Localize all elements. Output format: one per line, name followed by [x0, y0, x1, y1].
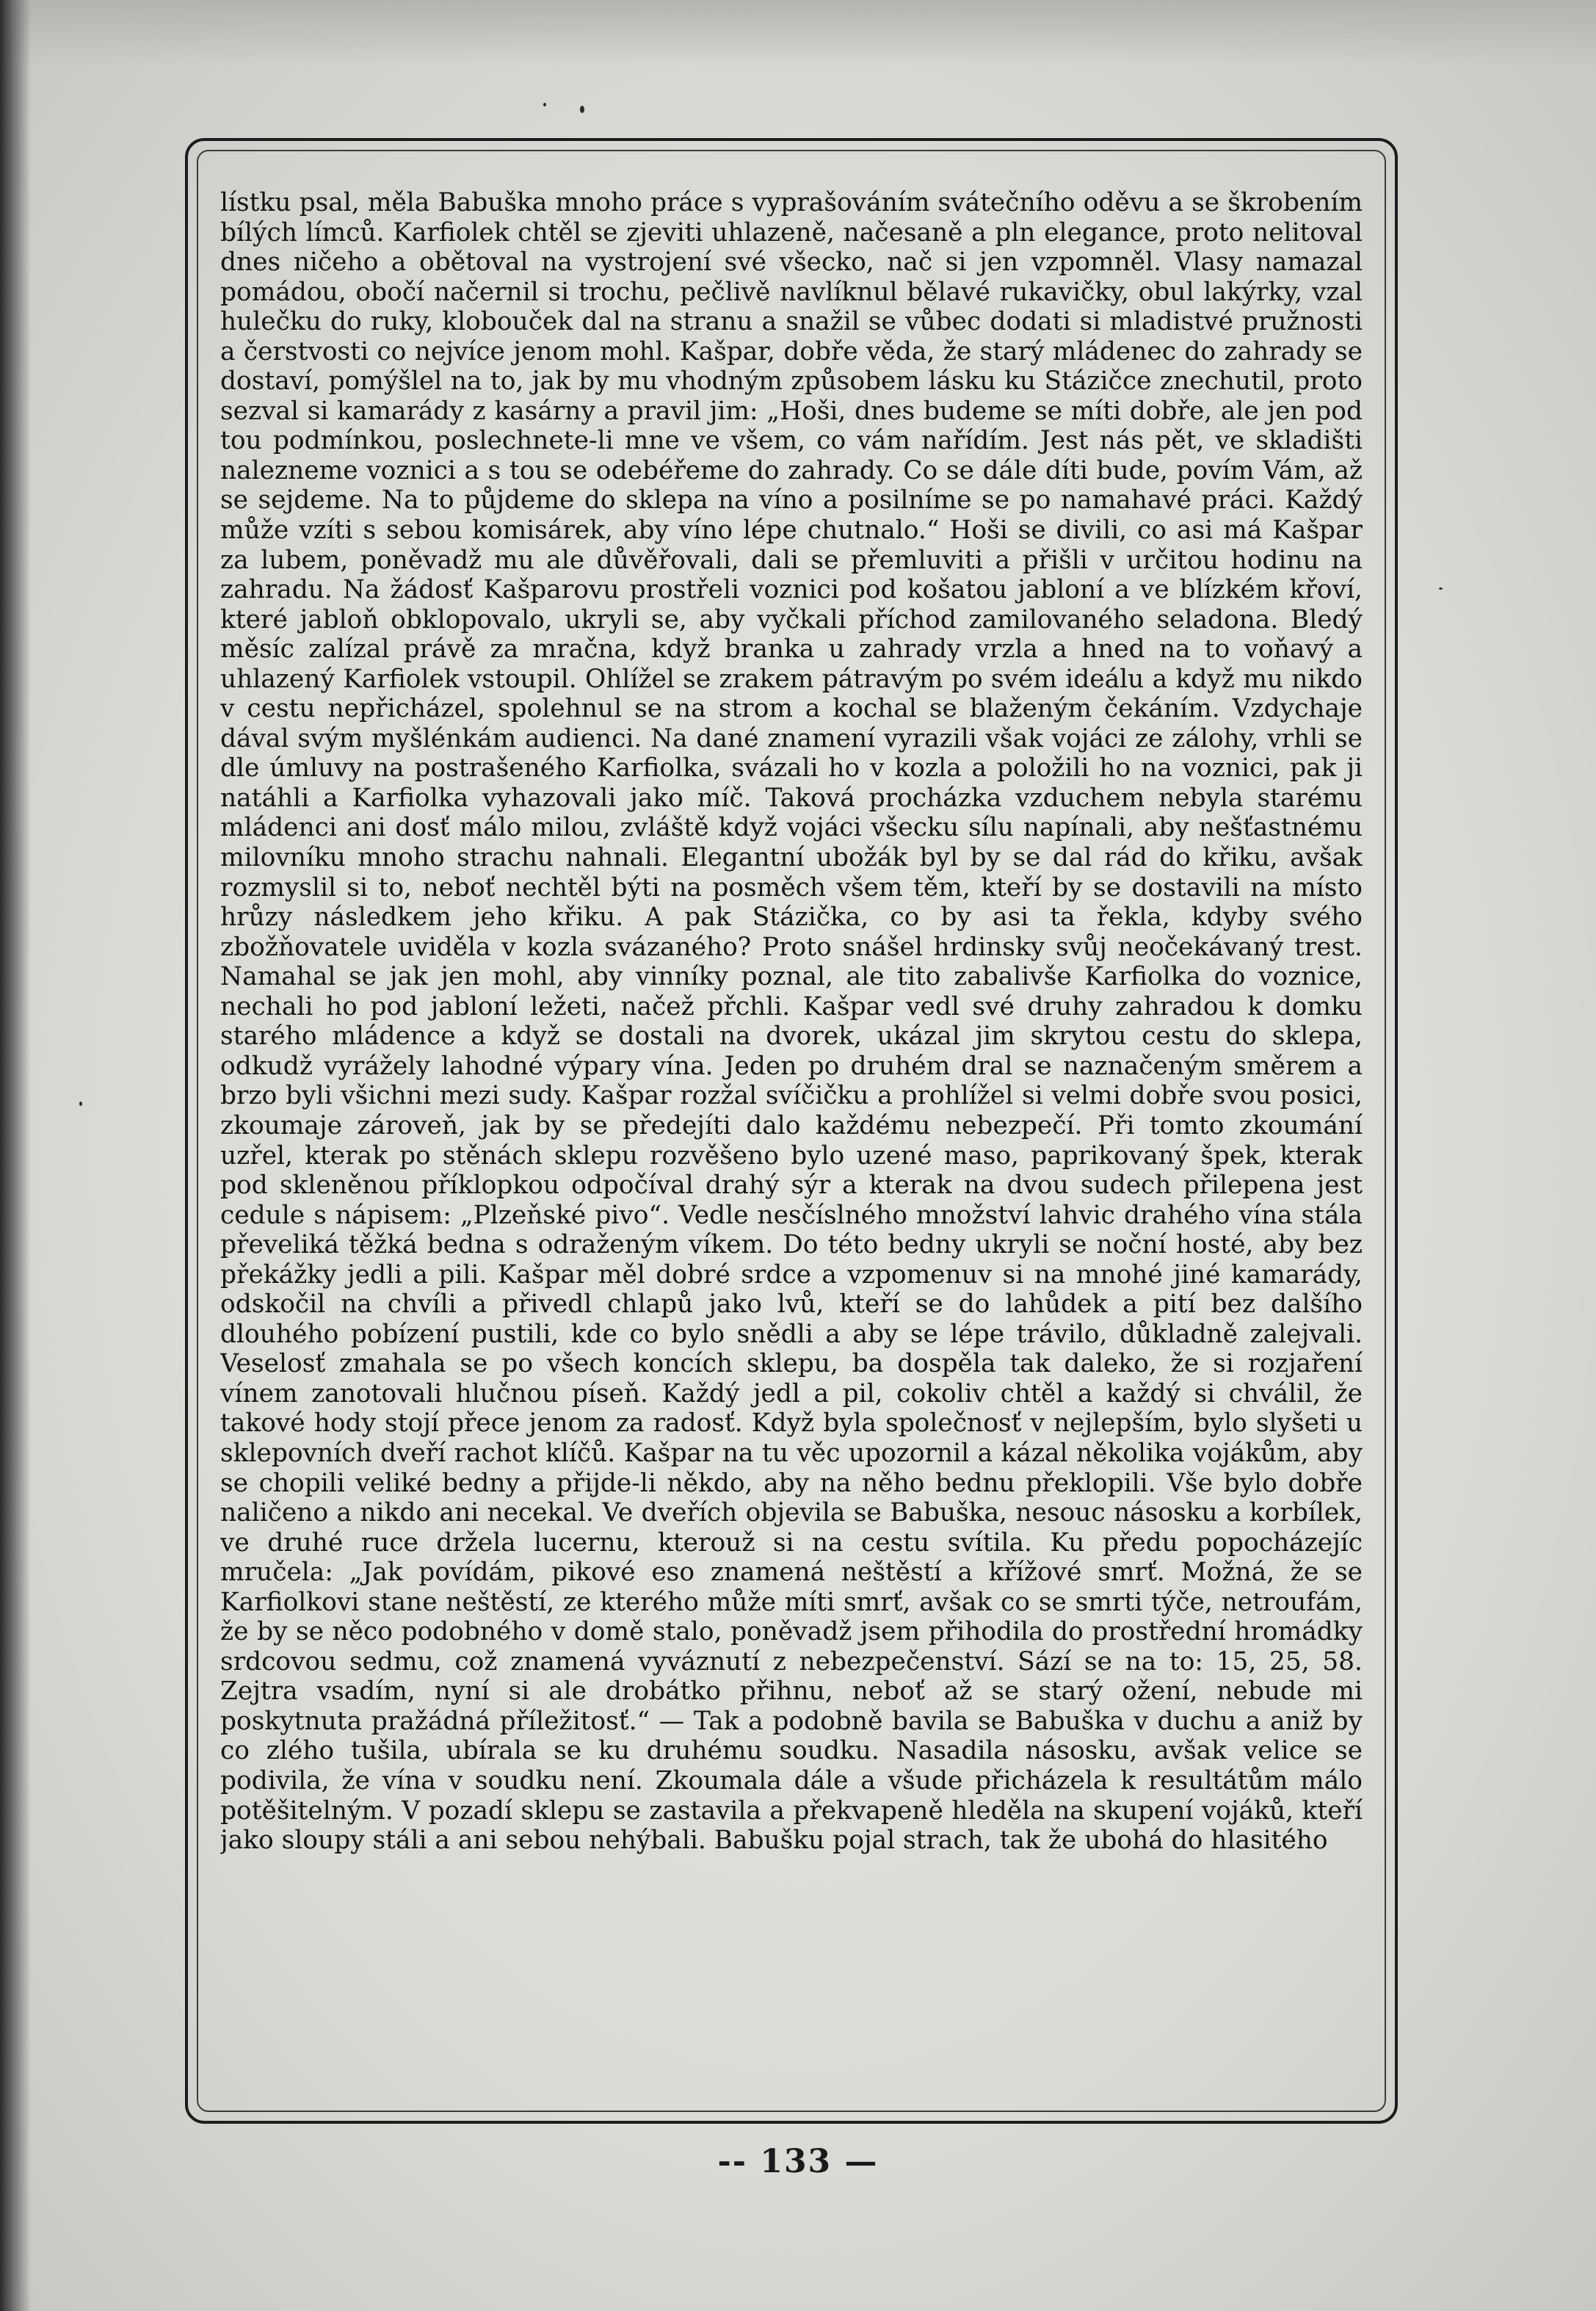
body-paragraph: lístku psal, měla Babuška mnoho práce s vyprašováním svátečního oděvu a se škrobením bílých límců. Karfiolek chtěl se zjeviti uhlazeně, načesaně a pln elegance, proto nelitoval dnes ničeho a obětoval na vystrojení své všecko, nač si jen vzpomněl. Vlasy namazal pomádou, obočí načernil si trochu, pečlivě navlíknul bělavé rukavičky, obul lakýrky, vzal hulečku do ruky, klobouček dal na stranu a snažil se vůbec dodati si mladistvé pružnosti a čerstvosti co nejvíce jenom mohl. Kašpar, dobře věda, že starý mládenec do zahrady se dostaví, pomýšlel na to, jak by mu vhodným způsobem lásku ku Stázičce znechutil, proto sezval si kamarády z kasárny a pravil jim: „Hoši, dnes budeme se míti dobře, ale jen pod tou podmínkou, poslechnete-li mne ve všem, co vám nařídím. Jest nás pět, ve skladišti nalezneme voznici a s tou se odebéřeme do zahrady. Co se dále díti bude, povím Vám, až se sejdeme. Na to půjdeme do sklepa na víno a posilníme se po namahavé práci. Každý může vzíti s sebou komisárek, aby víno lépe chutnalo.“ Hoši se divili, co asi má Kašpar za lubem, poněvadž mu ale důvěřovali, dali se přemluviti a přišli v určitou hodinu na zahradu. Na žádosť Kašparovu prostřeli voznici pod košatou jabloní a ve blízkém křoví, které jabloň obklopovalo, ukryli se, aby vyčkali příchod zamilovaného seladona. Bledý měsíc zalízal právě za mračna, když branka u zahrady vrzla a hned na to voňavý a uhlazený Karfiolek vstoupil. Ohlížel se zrakem pátravým po svém ideálu a když mu nikdo v cestu nepřicházel, spolehnul se na strom a kochal se blaženým čekáním. Vzdychaje dával svým myšlénkám audienci. Na dané znamení vyrazili však vojáci ze zálohy, vrhli se dle úmluvy na postrašeného Karfiolka, svázali ho v kozla a položili ho na voznici, pak ji natáhli a Karfiolka vyhazovali jako míč. Taková procházka vzduchem nebyla starému mládenci ani dosť málo milou, zvláště když vojáci všecku sílu napínali, aby nešťastnému milovníku mnoho strachu nahnali. Elegantní ubožák byl by se dal rád do křiku, avšak rozmyslil si to, neboť nechtěl býti na posměch všem těm, kteří by se dostavili na místo hrůzy následkem jeho křiku. A pak Stázička, co by asi ta řekla, kdyby svého zbožňovatele uviděla v kozla svázaného? Proto snášel hrdinsky svůj neočekávaný trest. Namahal se jak jen mohl, aby vinníky poznal, ale tito zabalivše Karfiolka do voznice, nechali ho pod jabloní ležeti, načež přchli. Kašpar vedl své druhy zahradou k domku starého mládence a když se dostali na dvorek, ukázal jim skrytou cestu do sklepa, odkudž vyrážely lahodné výpary vína. Jeden po druhém dral se naznačeným směrem a brzo byli všichni mezi sudy. Kašpar rozžal svíčičku a prohlížel si velmi dobře svou posici, zkoumaje zároveň, jak by se předejíti dalo každému nebezpečí. Při tomto zkoumání uzřel, kterak po stěnách sklepu rozvěšeno bylo uzené maso, paprikovaný špek, kterak pod skleněnou příklopkou odpočíval drahý sýr a kterak na dvou sudech přilepena jest cedule s nápisem: „Plzeňské pivo“. Vedle nesčíslného množství lahvic drahého vína stála převeliká těžká bedna s odraženým víkem. Do této bedny ukryli se noční hosté, aby bez překážky jedli a pili. Kašpar měl dobré srdce a vzpomenuv si na mnohé jiné kamarády, odskočil na chvíli a přivedl chlapů jako lvů, kteří se do lahůdek a pití bez dalšího dlouhého pobízení pustili, kde co bylo snědli a aby se lépe trávilo, důkladně zalejvali. Veselosť zmahala se po všech koncích sklepu, ba dospěla tak daleko, že si rozjaření vínem zanotovali hlučnou píseň. Každý jedl a pil, cokoliv chtěl a každý si chválil, že takové hody stojí přece jenom za radosť. Když byla společnosť v nejlepším, bylo slyšeti u sklepovních dveří rachot klíčů. Kašpar na tu věc upozornil a kázal několika vojákům, aby se chopili veliké bedny a přijde-li někdo, aby na něho bednu překlopili. Vše bylo dobře naličeno a nikdo ani necekal. Ve dveřích objevila se Babuška, nesouc násosku a korbílek, ve druhé ruce držela lucernu, kterouž si na cestu svítila. Ku předu popocházejíc mručela: „Jak povídám, pikové eso znamená neštěstí a křížové smrť. Možná, že se Karfiolkovi stane neštěstí, ze kterého může míti smrť, avšak co se smrti týče, netroufám, že by se něco podobného v domě stalo, poněvadž jsem přihodila do prostřední hromádky srdcovou sedmu, což znamená vyváznutí z nebezpečenství. Sází se na to: 15, 25, 58. Zejtra vsadím, nyní si ale drobátko přihnu, neboť až se starý ožení, nebude mi poskytnuta pražádná příležitosť.“ — Tak a podobně bavila se Babuška v duchu a aniž by co zlého tušila, ubírala se ku druhému soudku. Nasadila násosku, avšak velice se podivila, že vína v soudku není. Zkoumala dále a všude přicházela k resultátům málo potěšitelným. V pozadí sklepu se zastavila a překvapeně hleděla na skupení vojáků, kteří jako sloupy stáli a ani sebou nehýbali. Babušku pojal strach, tak že ubohá do hlasitého — [220, 188, 1363, 1856]
scan-speck — [543, 103, 546, 106]
page-number: -- 133 — — [717, 2143, 879, 2180]
scan-speck — [580, 106, 584, 113]
scan-speck — [79, 1102, 82, 1106]
binding-edge — [0, 0, 31, 2311]
main-text-block — [220, 188, 1363, 2068]
scan-speck — [1439, 587, 1443, 590]
top-page-shadow — [0, 0, 1596, 66]
